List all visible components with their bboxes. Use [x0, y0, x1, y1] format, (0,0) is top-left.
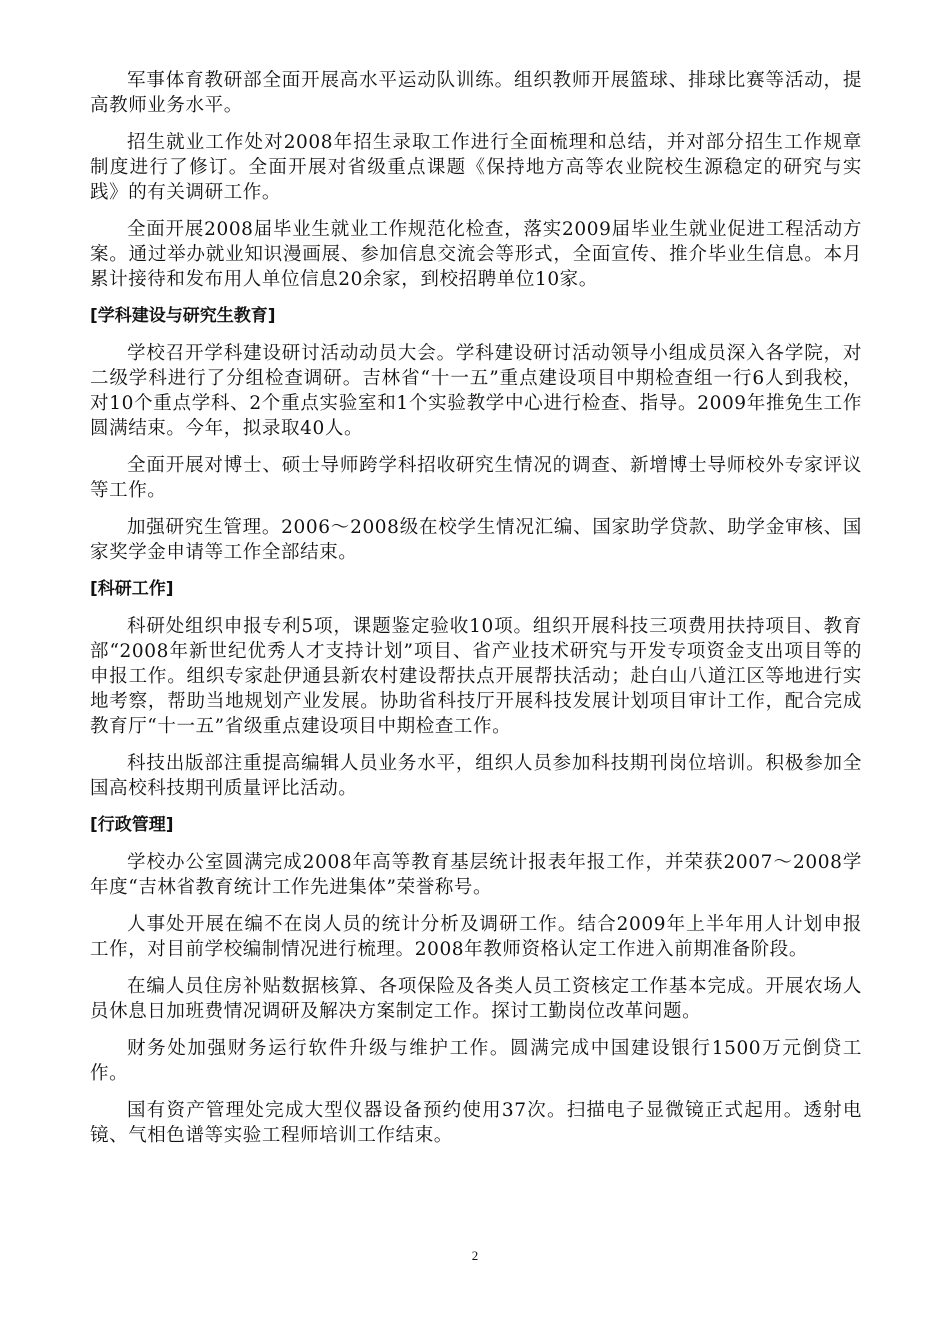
paragraph: 科研处组织申报专利5项，课题鉴定验收10项。组织开展科技三项费用扶持项目、教育部“2008年新世纪优秀人才支持计划”项目、省产业技术研究与开发专项资金支出项目等的申报工作。组织专家赴伊通县新农村建设帮扶点开展帮扶活动；赴白山八道江区等地进行实地考察，帮助当地规划产业发展。协助省科技厅开展科技发展计划项目审计工作，配合完成教育厅“十一五”省级重点建设项目中期检查工作。 [90, 616, 862, 737]
paragraph: 军事体育教研部全面开展高水平运动队训练。组织教师开展篮球、排球比赛等活动，提高教师业务水平。 [90, 70, 862, 116]
section-heading: [行政管理] [90, 815, 174, 835]
paragraph: 招生就业工作处对2008年招生录取工作进行全面梳理和总结，并对部分招生工作规章制度进行了修订。全面开展对省级重点课题《保持地方高等农业院校生源稳定的研究与实践》的有关调研工作。 [90, 132, 862, 203]
section-heading: [科研工作] [90, 579, 174, 599]
paragraph: 财务处加强财务运行软件升级与维护工作。圆满完成中国建设银行1500万元倒贷工作。 [90, 1038, 862, 1084]
paragraph: 全面开展2008届毕业生就业工作规范化检查，落实2009届毕业生就业促进工程活动方案。通过举办就业知识漫画展、参加信息交流会等形式，全面宣传、推介毕业生信息。本月累计接待和发布用人单位信息20余家，到校招聘单位10家。 [90, 219, 862, 290]
paragraph: 学校办公室圆满完成2008年高等教育基层统计报表年报工作，并荣获2007～2008学年度“吉林省教育统计工作先进集体”荣誉称号。 [90, 852, 862, 898]
paragraph: 全面开展对博士、硕士导师跨学科招收研究生情况的调查、新增博士导师校外专家评议等工作。 [90, 455, 862, 501]
paragraph: 人事处开展在编不在岗人员的统计分析及调研工作。结合2009年上半年用人计划申报工作，对目前学校编制情况进行梳理。2008年教师资格认定工作进入前期准备阶段。 [90, 914, 862, 960]
paragraph: 国有资产管理处完成大型仪器设备预约使用37次。扫描电子显微镜正式起用。透射电镜、气相色谱等实验工程师培训工作结束。 [90, 1100, 862, 1146]
paragraph: 加强研究生管理。2006～2008级在校学生情况汇编、国家助学贷款、助学金审核、国家奖学金申请等工作全部结束。 [90, 517, 862, 563]
page-content [90, 68, 862, 1160]
page-number: 2 [471, 1248, 479, 1263]
paragraph: 在编人员住房补贴数据核算、各项保险及各类人员工资核定工作基本完成。开展农场人员休息日加班费情况调研及解决方案制定工作。探讨工勤岗位改革问题。 [90, 976, 862, 1022]
section-heading: [学科建设与研究生教育] [90, 306, 276, 326]
paragraph: 学校召开学科建设研讨活动动员大会。学科建设研讨活动领导小组成员深入各学院，对二级学科进行了分组检查调研。吉林省“十一五”重点建设项目中期检查组一行6人到我校，对10个重点学科、2个重点实验室和1个实验教学中心进行检查、指导。2009年推免生工作圆满结束。今年，拟录取40人。 [90, 343, 862, 439]
paragraph: 科技出版部注重提高编辑人员业务水平，组织人员参加科技期刊岗位培训。积极参加全国高校科技期刊质量评比活动。 [90, 753, 862, 799]
